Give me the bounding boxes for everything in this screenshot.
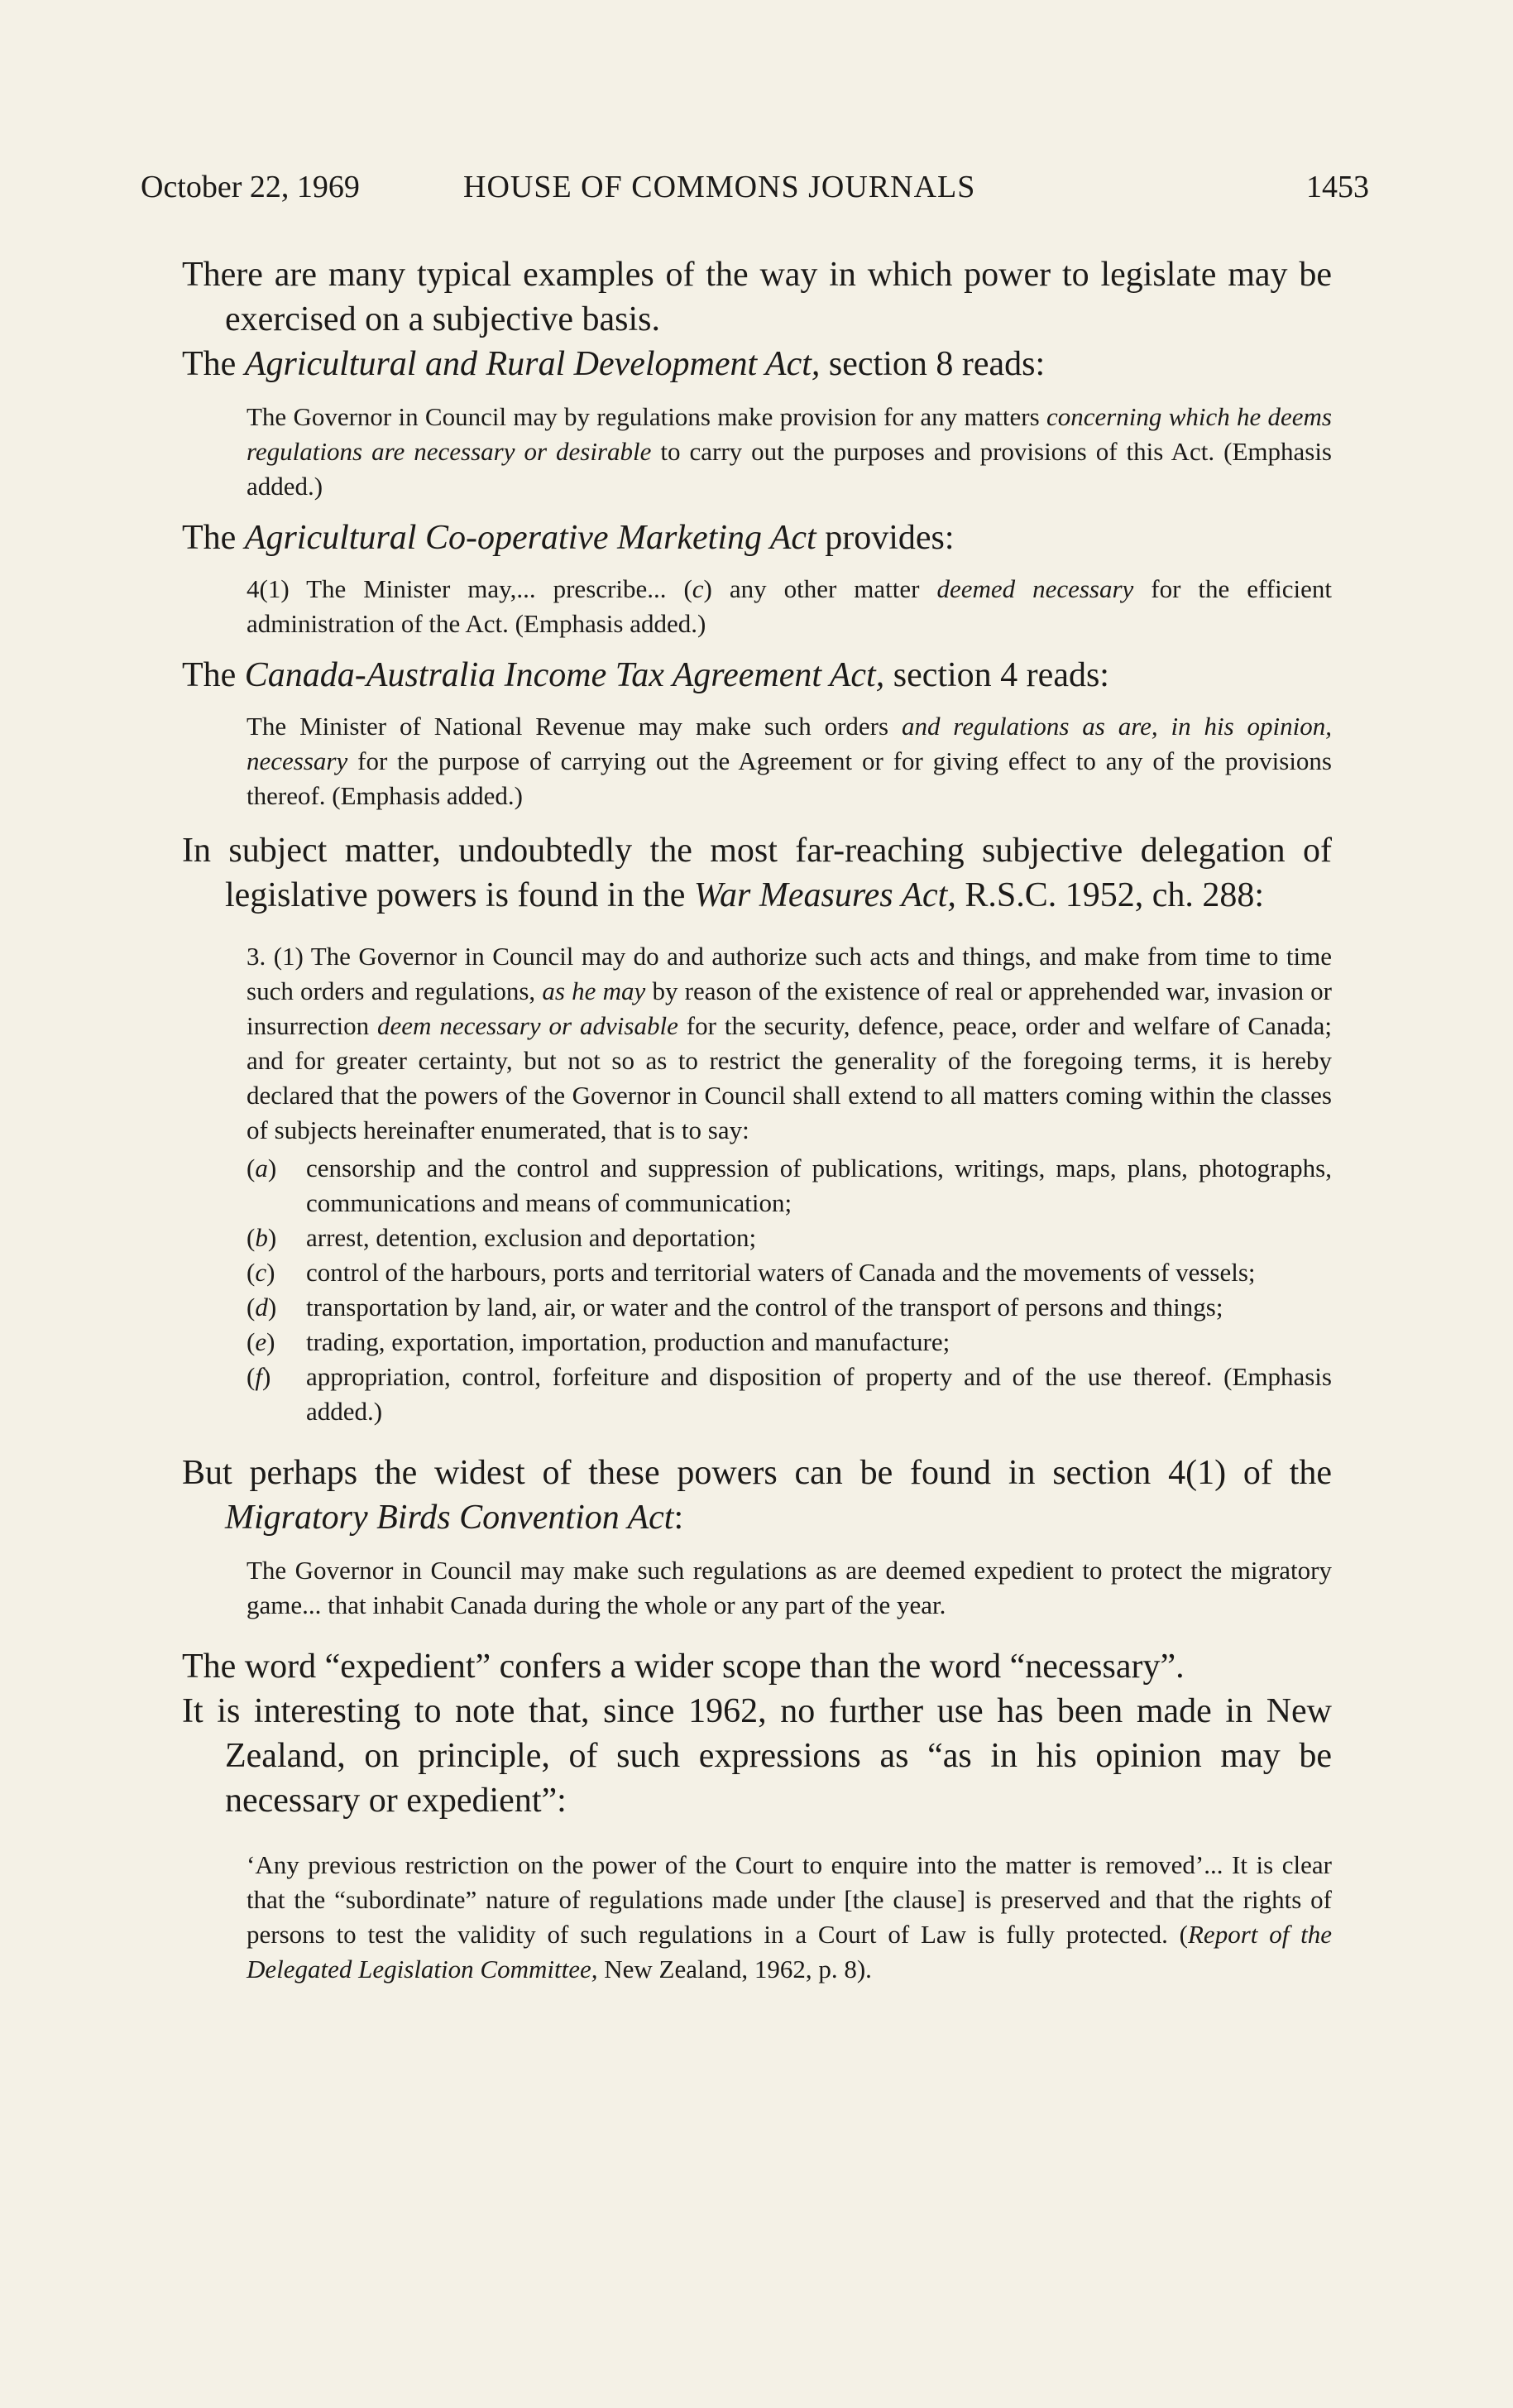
paragraph-1: There are many typical examples of the way in which power to legislate may be exercised on a subjective basis.: [182, 256, 1332, 338]
paragraph-5-tail: R.S.C. 1952, ch. 288:: [955, 876, 1265, 914]
enumerated-list: [182, 1151, 1332, 1429]
list-item-text: trading, exportation, importation, production and manufacture;: [306, 1327, 950, 1356]
page-body: [182, 252, 1332, 1987]
paragraph-4: [182, 653, 1332, 698]
paragraph-6: [182, 1451, 1332, 1540]
quotation-3-tail: for the purpose of carrying out the Agreement or for giving effect to any of the provisions thereof. (Emphasis added.): [247, 746, 1332, 810]
list-item: [247, 1151, 1332, 1221]
quotation-2-clause-letter: c: [692, 574, 704, 603]
header-date: October 22, 1969: [141, 170, 360, 204]
act-title: War Measures Act,: [693, 876, 956, 914]
act-title: Agricultural Co-operative Marketing Act: [244, 519, 816, 557]
quotation-6-lead: ‘Any previous restriction on the power of the Court to enquire into the matter is removed’... It is clear that the “subordinate” nature of regulations made under [the clause] is preserved and that the rights of persons to test the validity of such regulations in a Court of Law is fully protected. (: [247, 1850, 1332, 1949]
quotation-6: [247, 1848, 1332, 1987]
list-item-label: (c): [247, 1258, 275, 1287]
list-item-text: appropriation, control, forfeiture and disposition of property and of the use thereof. (Emphasis added.): [306, 1362, 1332, 1426]
quotation-4-part-3: for the security, defence, peace, order and welfare of Canada; and for greater certainty, but not so as to restrict the generality of the foregoing terms, it is hereby declared that the powers of the Governor in Council shall extend to all matters coming within the classes of subjects hereinafter enumerated, that is to say:: [247, 1011, 1332, 1144]
quotation-2-tail: for the efficient administration of the Act. (Emphasis added.): [247, 574, 1332, 638]
list-item: [247, 1221, 1332, 1255]
list-item-label: (b): [247, 1223, 277, 1252]
quotation-4: [247, 939, 1332, 1148]
list-item-label: (a): [247, 1154, 277, 1182]
act-title: Migratory Birds Convention Act: [225, 1499, 674, 1537]
paragraph-5: [182, 828, 1332, 918]
quotation-5: The Governor in Council may make such regulations as are deemed expedient to protect the migratory game... that inhabit Canada during the whole or any part of the year.: [247, 1556, 1332, 1619]
paragraph-2-tail: section 8 reads:: [820, 345, 1046, 383]
quotation-3-emphasis: and regulations as are, in his opinion, necessary: [247, 712, 1333, 775]
quotation-3: [247, 709, 1332, 813]
quotation-2: [247, 572, 1332, 641]
list-item: [247, 1255, 1332, 1290]
paragraph-4-tail: section 4 reads:: [884, 656, 1109, 694]
act-title: Canada-Australia Income Tax Agreement Act,: [244, 656, 885, 694]
quotation-4-part-2: by reason of the existence of real or apprehended war, invasion or insurrection: [247, 976, 1332, 1040]
list-item: [247, 1325, 1332, 1360]
paragraph-2: [182, 342, 1332, 386]
list-item-label: (d): [247, 1293, 277, 1322]
list-item: [247, 1360, 1332, 1429]
quotation-4-emphasis-2: deem necessary or advisable: [377, 1011, 678, 1040]
paragraph-3-tail: provides:: [816, 519, 955, 557]
quotation-6-tail: New Zealand, 1962, p. 8).: [597, 1955, 872, 1983]
paragraph-5-lead: In subject matter, undoubtedly the most far-reaching subjective delegation of legislative powers is found in the: [182, 832, 1332, 914]
list-item-text: transportation by land, air, or water and the control of the transport of persons and things;: [306, 1293, 1223, 1322]
quotation-4-part-1: 3. (1) The Governor in Council may do and authorize such acts and things, and make from time to time such orders and regulations,: [247, 942, 1332, 1005]
quotation-1: [247, 400, 1332, 504]
header-page-number: 1453: [1306, 170, 1369, 204]
page-header: [141, 165, 1369, 209]
quotation-1-emphasis: concerning which he deems regulations are necessary or desirable: [247, 402, 1332, 466]
list-item-label: (e): [247, 1327, 275, 1356]
paragraph-3-lead: The: [182, 519, 245, 557]
quotation-2-emphasis: deemed necessary: [936, 574, 1134, 603]
header-journal-title: HOUSE OF COMMONS JOURNALS: [463, 170, 976, 204]
list-item-text: censorship and the control and suppression of publications, writings, maps, plans, photographs, communications and means of communication;: [306, 1154, 1332, 1217]
list-item-label: (f): [247, 1362, 271, 1391]
paragraph-4-lead: The: [182, 656, 245, 694]
paragraph-3: [182, 516, 1332, 560]
paragraph-7: The word “expedient” confers a wider scope than the word “necessary”.: [182, 1648, 1185, 1686]
act-title: Agricultural and Rural Development Act,: [244, 345, 821, 383]
quotation-4-emphasis-1: as he may: [542, 976, 646, 1005]
citation-title: Report of the Delegated Legislation Committee,: [247, 1920, 1332, 1983]
paragraph-2-lead: The: [182, 345, 245, 383]
quotation-2-lead: 4(1) The Minister may,... prescribe... (: [247, 574, 692, 603]
list-item-text: control of the harbours, ports and territorial waters of Canada and the movements of vessels;: [306, 1258, 1256, 1287]
paragraph-6-lead: But perhaps the widest of these powers can be found in section 4(1) of the: [182, 1454, 1332, 1492]
paragraph-8: It is interesting to note that, since 1962, no further use has been made in New Zealand, on principle, of such expressions as “as in his opinion may be necessary or expedient”:: [182, 1692, 1332, 1820]
quotation-1-lead: The Governor in Council may by regulations make provision for any matters: [247, 402, 1046, 431]
quotation-3-lead: The Minister of National Revenue may make such orders: [247, 712, 902, 741]
quotation-1-tail: to carry out the purposes and provisions of this Act. (Emphasis added.): [247, 437, 1332, 501]
list-item-text: arrest, detention, exclusion and deportation;: [306, 1223, 757, 1252]
paragraph-6-tail: :: [673, 1499, 684, 1537]
quotation-2-middle: ) any other matter: [703, 574, 937, 603]
list-item: [247, 1290, 1332, 1325]
